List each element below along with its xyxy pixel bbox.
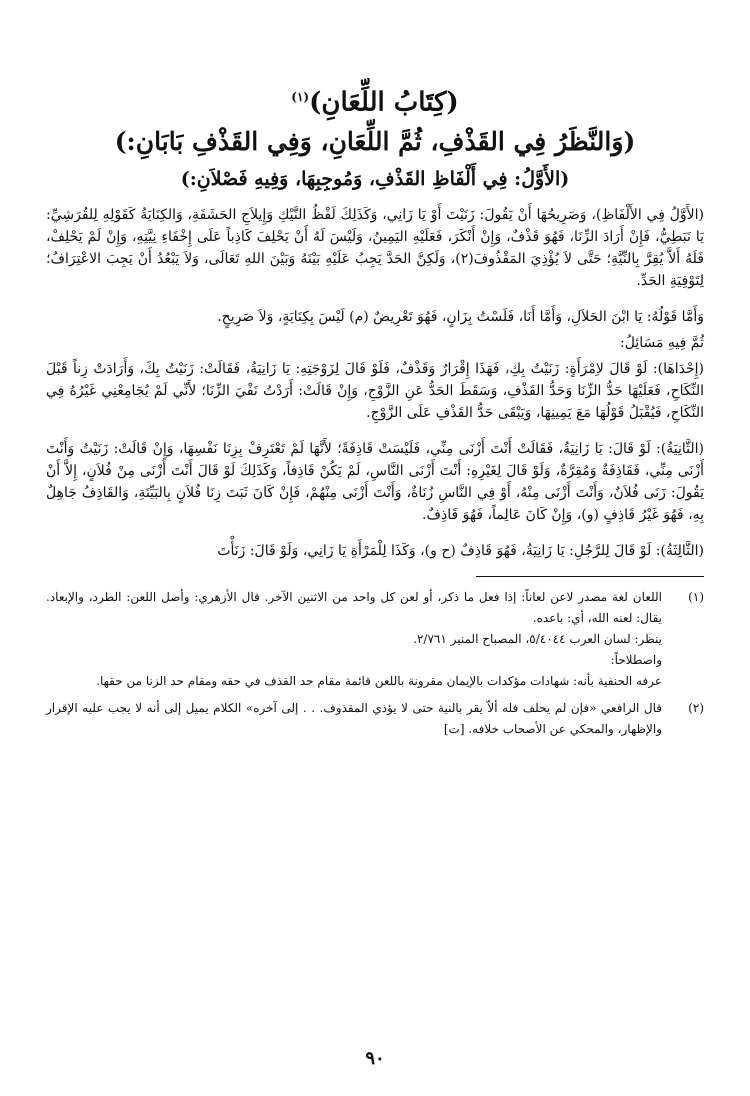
section-heading: (الأَوَّلُ: فِي أَلْفَاظِ القَذْفِ، وَمُوجِبِهَا، وَفِيهِ فَصْلاَنِ:) xyxy=(180,167,570,190)
footnote-1 xyxy=(46,587,704,692)
page-number: ٩٠ xyxy=(365,1048,385,1069)
footnote-ref-1[interactable]: (١) xyxy=(291,90,310,104)
footnote-line: واصطلاحاً: xyxy=(610,652,662,667)
paragraph-6: (الثَّالِثَةُ): لَوْ قَالَ لِلرَّجُلِ: يَا زَانِيَةُ، فَهُوَ قَاذِفٌ (ح و)، وَكَذَا لِلْمَرْأَةِ يَا زَانِي، وَلَوْ قَالَ: زَنَأْتَ xyxy=(217,542,704,559)
paragraph-4: (إِحْدَاهَا): لَوْ قَالَ لاِمْرَأَةٍ: زَنَيْتُ بِكِ، فَهَذَا إِقْرَارٌ وَقَذْفٌ، فَلَوْ قَالَ لِزَوْجَتِهِ: يَا زَانِيَةُ، فَقَالَتْ: زَنَيْتُ بِكَ، وَأَرَادَتْ زِناً قَبْلَ النِّكَاحِ، فَعَلَيْهَا حَدُّ الزِّنَا وَحَدُّ القَذْفِ، وَسَقَطَ الحَدُّ عَنِ الزَّوْجِ، وَإِنْ قَالَتْ: أَرَدْتُ نَفْيَ الزِّنَا؛ لأَنِّي لَمْ يُجَامِعْنِي غَيْرُهُ فِي النِّكَاحِ، فَيُقْبَلُ قَوْلُهَا مَعَ يَمِينِهَا، وَيَبْقَى حَدُّ القَذْفِ عَلَى الزَّوْجِ. xyxy=(46,360,704,421)
footnote-number: (٢) xyxy=(688,700,704,715)
footnotes xyxy=(46,587,704,740)
footnote-2 xyxy=(46,698,704,740)
chapter-title-text: (كِتَابُ اللِّعَانِ) xyxy=(309,87,459,118)
footnote-line: قال الرافعي «فإن لم يحلف فله ألاّ يقر بالنية حتى لا يؤذي المقذوف. . . إلى آخره» الكلام يميل إلى أنه لا يجب عليه الإقرار والإظهار، والمحكي عن الأصحاب خلافه. [ت] xyxy=(46,700,662,736)
footnote-line: ينظر: لسان العرب ٥/٤٠٤٤، المصباح المنير ٢/٧٦١. xyxy=(413,631,662,646)
chapter-title xyxy=(46,78,704,122)
footnote-line: عرفه الحنفية بأنه: شهادات مؤكدات بالإيمان مقرونة باللعن قائمة مقام حد القذف في حقه ومقام حد الزنا من حقها. xyxy=(96,673,662,688)
chapter-subtitle: (وَالنَّظَرُ فِي القَذْفِ، ثُمَّ اللِّعَانِ، وَفِي القَذْفِ بَابَانِ:) xyxy=(114,126,636,156)
paragraph-3: ثُمَّ فِيهِ مَسَائِلُ: xyxy=(619,334,704,351)
footnote-line: اللعان لغة مصدر لاعن لعاناً: إذا فعل ما ذكر، أو لعن كل واحد من الاثنين الآخر. قال الأزهري: وأصل اللعن: الطرد، والإبعاد. يقال: لعنه الله، أي: باعده. xyxy=(46,589,662,625)
footnote-body xyxy=(46,587,662,692)
footnote-body xyxy=(46,698,662,740)
paragraph-1: (الأَوَّلُ فِي الأَلْفَاظِ)، وَصَرِيحُهَا أَنْ يَقُولَ: زَنَيْتَ أَوْ يَا زَانِي، وَكَذَلِكَ لَفْظُ النَّيْكِ وَإِيلاَجِ الحَشَفَةِ، وَالكِنَايَةُ كَقَوْلِهِ لِلقُرَشِيِّ: يَا نَبَطِيُّ، فَإِنْ أَرَادَ الزِّنَا، فَهُوَ قَذْفٌ، وَإِنْ أَنْكَرَ، فَعَلَيْهِ اليَمِينُ، وَلَيْسَ لَهُ أَنْ يَحْلِفَ كَاذِباً عَلَى إِخْفَاءِ نِيَّتِهِ، وَإِنْ لَمْ يَحْلِفْ، فَلَهُ أَلاَّ يُقِرَّ بِالنِّيَّةِ؛ حَتَّى لاَ يُؤْذِيَ المَقْذُوفَ(٢)، وَلَكِنَّ الحَدَّ يَجِبُ عَلَيْهِ بَيْنَهُ وَبَيْنَ اللهِ تَعَالَى، وَلاَ يَبْعُدُ أَنْ يَجِبَ الاعْتِرَافُ؛ لِتَوْفِيَةِ الحَدِّ. xyxy=(46,206,704,289)
footnote-number: (١) xyxy=(688,589,704,604)
paragraph-5: (الثَّانِيَةُ): لَوْ قَالَ: يَا زَانِيَةُ، فَقَالَتْ أَنْتَ أَزْنَى مِنِّي، فَلَيْسَتْ قَاذِفَةً؛ لأَنَّهَا لَمْ تَعْتَرِفْ بِزِنَا نَفْسِهَا، وَإِنْ قَالَتْ: زَنَيْتُ وَأَنْتَ أَزْنَى مِنِّي، فَقَاذِفَةٌ وَمُقِرَّةٌ، وَلَوْ قَالَ لِغَيْرِهِ: أَنْتَ أَزْنَى النَّاسِ، لَمْ يَكُنْ قَاذِفاً، وَكَذَلِكَ لَوْ قَالَ أَنْتَ أَزْنَى مِنْ فُلاَنٍ، إِلاَّ أَنْ يَقُولَ: زَنَى فُلاَنٌ، وَأَنْتَ أَزْنَى مِنْهُ، أَوْ فِي النَّاسِ زُنَاةٌ، وَأَنْتَ أَزْنَى مِنْهُمْ، فَإِنْ كَانَ ثَبَتَ زِنَا فُلاَنٍ بِالبَيِّنَةِ، وَالقَاذِفُ جَاهِلٌ بِهِ، فَهُوَ غَيْرُ قَاذِفٍ (و)، وَإِنْ كَانَ عَالِماً، فَهُوَ قَاذِفٌ. xyxy=(46,440,704,523)
footnote-divider xyxy=(476,576,704,577)
paragraph-2: وَأَمَّا قَوْلُهُ: يَا ابْنَ الحَلاَلِ، وَأَمَّا أَنَا، فَلَسْتُ بِزَانٍ، فَهُوَ تَعْرِيضٌ (م) لَيْسَ بِكِنَايَةٍ، وَلاَ صَرِيحٍ. xyxy=(217,308,704,325)
